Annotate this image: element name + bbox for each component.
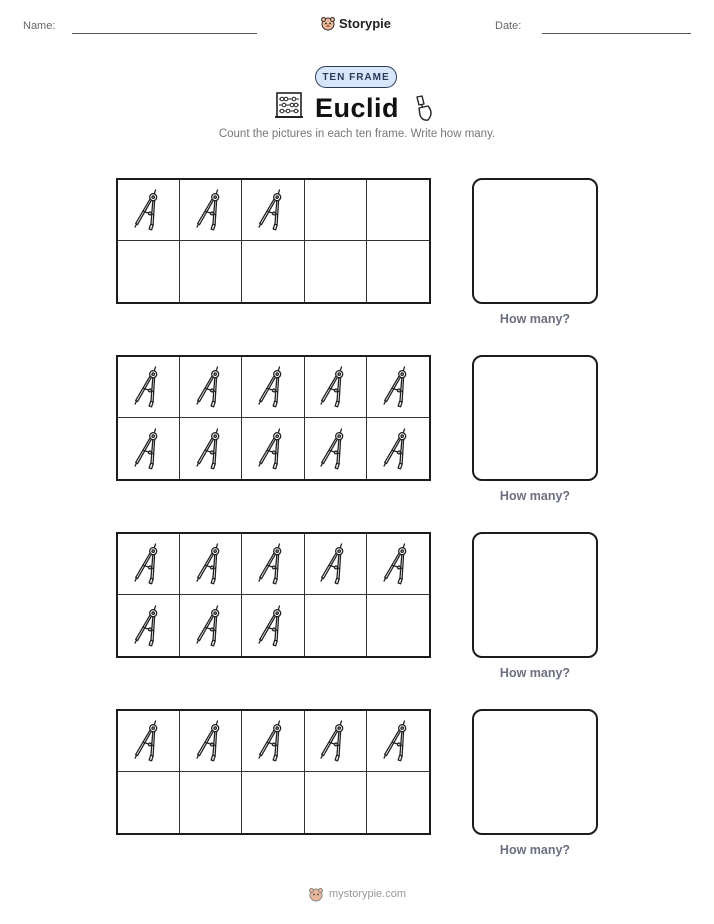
trowel-icon [413, 94, 437, 124]
drawing-compass-icon [194, 541, 228, 587]
footer-url: mystorypie.com [328, 888, 407, 900]
drawing-compass-icon [194, 187, 228, 233]
drawing-compass-icon [194, 718, 228, 764]
drawing-compass-icon [132, 718, 166, 764]
ten-frame-cell [118, 180, 180, 241]
ten-frame-cell [180, 241, 242, 302]
drawing-compass-icon [318, 541, 352, 587]
drawing-compass-icon [256, 603, 290, 649]
answer-box-3[interactable] [472, 532, 598, 658]
ten-frame-cell [242, 772, 304, 833]
drawing-compass-icon [132, 187, 166, 233]
ten-frame-cell [180, 180, 242, 241]
ten-frame-cell [118, 534, 180, 595]
ten-frame-cell [367, 534, 429, 595]
how-many-label-3: How many? [499, 666, 571, 680]
ten-frame-cell [242, 595, 304, 656]
drawing-compass-icon [318, 718, 352, 764]
ten-frame-cell [180, 418, 242, 479]
ten-frame-cell [367, 772, 429, 833]
ten-frame-3 [116, 532, 431, 658]
ten-frame-cell [367, 180, 429, 241]
drawing-compass-icon [256, 187, 290, 233]
drawing-compass-icon [132, 364, 166, 410]
ten-frame-cell [242, 534, 304, 595]
drawing-compass-icon [256, 364, 290, 410]
date-label: Date: [495, 20, 522, 32]
drawing-compass-icon [381, 718, 415, 764]
drawing-compass-icon [318, 426, 352, 472]
ten-frame-cell [242, 418, 304, 479]
drawing-compass-icon [381, 364, 415, 410]
ten-frame-cell [118, 357, 180, 418]
drawing-compass-icon [194, 426, 228, 472]
ten-frame-cell [305, 180, 367, 241]
ten-frame-cell [118, 418, 180, 479]
how-many-label-1: How many? [499, 312, 571, 326]
name-label: Name: [23, 20, 56, 32]
drawing-compass-icon [132, 541, 166, 587]
answer-box-1[interactable] [472, 178, 598, 304]
drawing-compass-icon [194, 364, 228, 410]
ten-frame-cell [367, 711, 429, 772]
ten-frame-cell [118, 241, 180, 302]
ten-frame-cell [305, 241, 367, 302]
ten-frame-cell [305, 711, 367, 772]
drawing-compass-icon [194, 603, 228, 649]
ten-frame-cell [305, 418, 367, 479]
ten-frame-cell [305, 595, 367, 656]
drawing-compass-icon [381, 426, 415, 472]
ten-frame-cell [180, 534, 242, 595]
date-line[interactable] [542, 33, 691, 34]
name-line[interactable] [72, 33, 257, 34]
drawing-compass-icon [256, 426, 290, 472]
worksheet-title: Euclid [314, 92, 399, 123]
ten-frame-cell [118, 772, 180, 833]
brand-name: Storypie [339, 15, 392, 31]
ten-frame-cell [305, 772, 367, 833]
footer [0, 886, 714, 902]
ten-frame-cell [367, 595, 429, 656]
ten-frame-1 [116, 178, 431, 304]
ten-frame-2 [116, 355, 431, 481]
how-many-label-4: How many? [499, 843, 571, 857]
drawing-compass-icon [381, 541, 415, 587]
ten-frame-badge: TEN FRAME [315, 66, 397, 88]
ten-frame-cell [180, 772, 242, 833]
ten-frame-cell [242, 357, 304, 418]
ten-frame-cell [180, 711, 242, 772]
ten-frame-cell [367, 357, 429, 418]
instructions: Count the pictures in each ten frame. Write how many. [218, 128, 496, 140]
storypie-mascot-icon [320, 15, 336, 31]
answer-box-2[interactable] [472, 355, 598, 481]
drawing-compass-icon [256, 718, 290, 764]
ten-frame-cell [367, 418, 429, 479]
ten-frame-cell [242, 711, 304, 772]
how-many-label-2: How many? [499, 489, 571, 503]
storypie-mascot-icon [308, 886, 324, 902]
brand-logo [320, 12, 400, 34]
ten-frame-cell [242, 180, 304, 241]
ten-frame-cell [305, 357, 367, 418]
ten-frame-cell [242, 241, 304, 302]
answer-box-4[interactable] [472, 709, 598, 835]
ten-frame-cell [367, 241, 429, 302]
drawing-compass-icon [132, 603, 166, 649]
ten-frame-cell [305, 534, 367, 595]
ten-frame-cell [180, 357, 242, 418]
ten-frame-cell [118, 711, 180, 772]
ten-frame-cell [180, 595, 242, 656]
drawing-compass-icon [132, 426, 166, 472]
drawing-compass-icon [318, 364, 352, 410]
ten-frame-cell [118, 595, 180, 656]
drawing-compass-icon [256, 541, 290, 587]
ten-frame-4 [116, 709, 431, 835]
